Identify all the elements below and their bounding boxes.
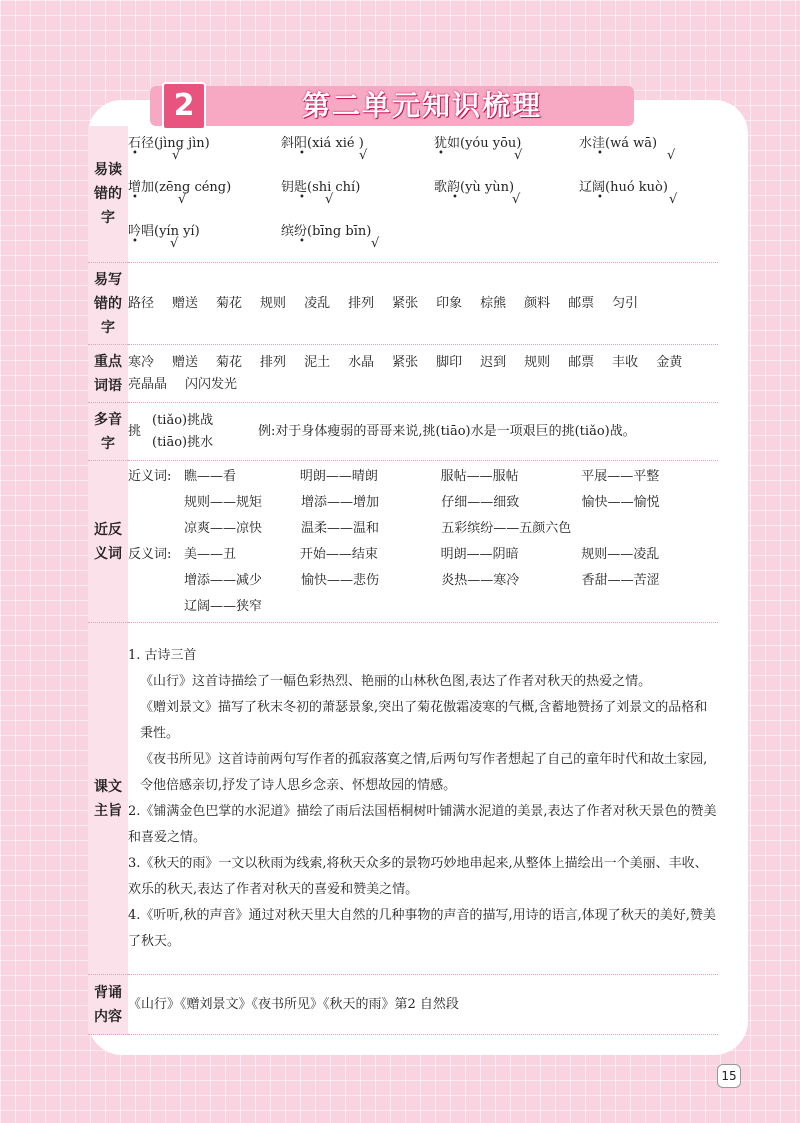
syn-ant-label: 近反义词 xyxy=(88,461,128,623)
polyphone-entry: (tiǎo)挑战 挑 (tiāo)挑水 例:对于身体瘦弱的哥哥来说,挑(tiāo)水是一项艰巨的挑(tiǎo)战。 xyxy=(128,410,718,454)
word-item: 邮票 xyxy=(568,354,595,370)
antonym-row: 增添——减少 愉快——悲伤 炎热——寒冷 香甜——苦涩 xyxy=(184,572,660,588)
page-number: 15 xyxy=(717,1064,741,1088)
miswrite-label: 易写错的字 xyxy=(88,263,128,345)
misread-item: 钥匙(shi chí) • √ xyxy=(281,180,361,207)
theme-line: 1. 古诗三首 xyxy=(128,647,197,663)
word-item: 紧张 xyxy=(392,295,419,311)
misread-item: 石径(jìng jìn) • √ xyxy=(128,136,210,163)
unit-number-badge: 2 xyxy=(162,82,206,130)
word-item: 丰收 xyxy=(612,354,639,370)
misread-item: 犹如(yóu yōu) • √ xyxy=(434,136,523,163)
antonym-row: 反义词: 美——丑 开始——结束 明朗——阴暗 规则——凌乱 xyxy=(128,546,660,562)
key-words-list xyxy=(128,352,718,396)
word-item: 排列 xyxy=(348,295,375,311)
recite-row xyxy=(88,975,718,1035)
misread-item: 增加(zēng céng) • √ xyxy=(128,180,232,207)
word-item: 规则 xyxy=(260,295,287,311)
polyphone-label: 多音字 xyxy=(88,403,128,461)
theme-line: 3.《秋天的雨》一文以秋雨为线索,将秋天众多的景物巧妙地串起来,从整体上描绘出一个美丽、丰收、欢乐的秋天,表达了作者对秋天的喜爱和赞美之情。 xyxy=(128,855,708,897)
word-item: 菊花 xyxy=(216,354,243,370)
polyphone-example: 例:对于身体瘦弱的哥哥来说,挑(tiāo)水是一项艰巨的挑(tiǎo)战。 xyxy=(258,423,636,439)
word-item: 路径 xyxy=(128,295,155,311)
word-item: 亮晶晶 xyxy=(128,376,168,392)
misread-item: 水洼(wá wā) • √ xyxy=(579,136,676,163)
word-item: 棕熊 xyxy=(480,295,507,311)
key-words-label: 重点词语 xyxy=(88,345,128,403)
word-item: 凌乱 xyxy=(304,295,331,311)
word-item: 金黄 xyxy=(656,354,683,370)
syn-ant-row xyxy=(88,461,718,623)
word-item: 迟到 xyxy=(480,354,507,370)
antonym-row: 辽阔——狭窄 xyxy=(184,598,263,614)
word-item: 匀引 xyxy=(612,295,639,311)
word-item: 寒冷 xyxy=(128,354,155,370)
word-item: 脚印 xyxy=(436,354,463,370)
page-title: 第二单元知识梳理 xyxy=(301,89,542,122)
word-item: 规则 xyxy=(524,354,551,370)
theme-line: 2.《铺满金色巴掌的水泥道》描绘了雨后法国梧桐树叶铺满水泥道的美景,表达了作者对秋天景色的赞美和喜爱之情。 xyxy=(128,803,717,845)
misread-item: 斜阳(xiá xié ) • √ xyxy=(281,136,368,163)
theme-line: 《夜书所见》这首诗前两句写作者的孤寂落寞之情,后两句写作者想起了自己的童年时代和故土家园,令他倍感亲切,抒发了诗人思乡念亲、怀想故园的情感。 xyxy=(140,751,708,793)
synonym-row: 近义词: 瞧——看 明朗——晴朗 服帖——服帖 平展——平整 xyxy=(128,468,660,484)
theme-line: 4.《听听,秋的声音》通过对秋天里大自然的几种事物的声音的描写,用诗的语言,体现了秋天的美好,赞美了秋天。 xyxy=(128,907,716,949)
misread-item: 缤纷(bīng bīn) • √ xyxy=(281,224,380,251)
polyphone-row xyxy=(88,403,718,461)
misread-label: 易读错的字 xyxy=(88,126,128,263)
word-item: 邮票 xyxy=(568,295,595,311)
themes-label: 课文主旨 xyxy=(88,623,128,975)
word-item: 排列 xyxy=(260,354,287,370)
misread-item: 吟唱(yín yí) • √ xyxy=(128,224,200,251)
word-item: 菊花 xyxy=(216,295,243,311)
misread-item: 辽阔(huó kuò) • √ xyxy=(579,180,678,207)
themes-row xyxy=(88,623,718,975)
word-item: 水晶 xyxy=(348,354,375,370)
word-item: 颜料 xyxy=(524,295,551,311)
theme-line: 《赠刘景文》描写了秋末冬初的萧瑟景象,突出了菊花傲霜凌寒的气概,含蓄地赞扬了刘景文的品格和秉性。 xyxy=(140,699,708,741)
word-item: 泥土 xyxy=(304,354,331,370)
miswrite-row xyxy=(88,263,718,345)
theme-line: 《山行》这首诗描绘了一幅色彩热烈、艳丽的山林秋色图,表达了作者对秋天的热爱之情。 xyxy=(140,673,652,689)
synonym-row: 凉爽——凉快 温柔——温和 五彩缤纷——五颜六色 xyxy=(184,520,572,536)
miswrite-list xyxy=(128,293,718,315)
misread-item: 歌韵(yù yùn) • √ xyxy=(434,180,521,207)
recite-text: 《山行》《赠刘景文》《夜书所见》《秋天的雨》第2 自然段 xyxy=(128,975,718,1035)
word-item: 紧张 xyxy=(392,354,419,370)
misread-list xyxy=(128,126,718,262)
word-item: 赠送 xyxy=(172,354,199,370)
unit-title-bar xyxy=(150,86,634,126)
knowledge-table xyxy=(88,126,718,1035)
word-item: 印象 xyxy=(436,295,463,311)
synonym-row: 规则——规矩 增添——增加 仔细——细致 愉快——愉悦 xyxy=(184,494,660,510)
word-item: 赠送 xyxy=(172,295,199,311)
key-words-row xyxy=(88,345,718,403)
misread-row xyxy=(88,126,718,263)
word-item: 闪闪发光 xyxy=(185,376,238,392)
recite-label: 背诵内容 xyxy=(88,975,128,1035)
